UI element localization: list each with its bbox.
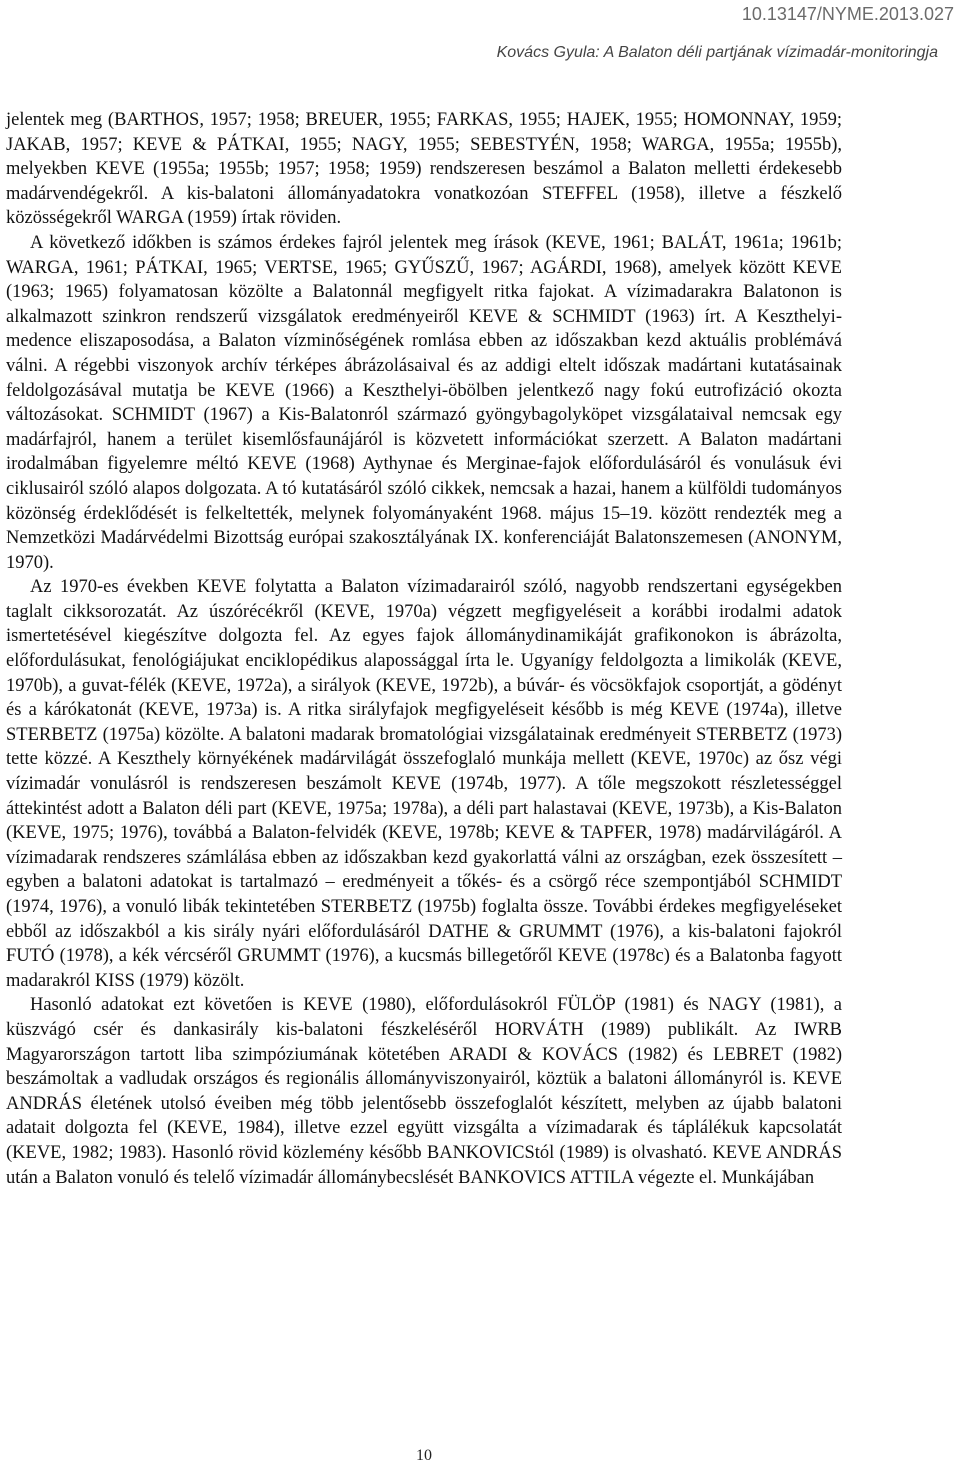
paragraph: jelentek meg (BARTHOS, 1957; 1958; BREUER, 1955; FARKAS, 1955; HAJEK, 1955; HOMONNAY, 1959; JAKAB, 1957; KEVE & PÁTKAI, 1955; NAGY, 1955; SEBESTYÉN, 1958; WARGA, 1955a; 1955b), melyekben KEVE (1955a; 1955b; 1957; 1958; 1959) rendszeresen beszámol a Balaton melletti érdekesebb madárvendégekről. A kis-balatoni állományadatokra vonatkozóan STEFFEL (1958), illetve a fészkelő közösségekről WARGA (1959) írtak röviden. — [6, 110, 842, 229]
body-text — [6, 108, 842, 1190]
running-title: Kovács Gyula: A Balaton déli partjának vízimadár-monitoringja — [496, 44, 938, 61]
paragraph: Hasonló adatokat ezt követően is KEVE (1980), előfordulásokról FÜLÖP (1981) és NAGY (1981), a küszvágó csér és dankasirály kis-balatoni fészkeléséről HORVÁTH (1989) publikált. Az IWRB Magyarországon tartott liba szimpóziumának kötetében ARADI & KOVÁCS (1982) és LEBRET (1982) beszámoltak a vadludak országos és regionális állományviszonyairól, köztük a balatoni állományról is. KEVE ANDRÁS életének utolsó éveiben még több jelentősebb összefoglalót készített, melyben az újabb balatoni adatait dolgozta fel (KEVE, 1984), illetve ezzel együtt vizsgálta a vízimadarak és táplálékuk kapcsolatát (KEVE, 1982; 1983). Hasonló rövid közlemény később BANKOVICStól (1989) is olvasható. KEVE ANDRÁS után a Balaton vonuló és telelő vízimadár állománybecslését BANKOVICS ATTILA végezte el. Munkájában — [6, 995, 842, 1188]
paragraph: A következő időkben is számos érdekes fajról jelentek meg írások (KEVE, 1961; BALÁT, 1961a; 1961b; WARGA, 1961; PÁTKAI, 1965; VERTSE, 1965; GYŰSZŰ, 1967; AGÁRDI, 1968), amelyek között KEVE (1963; 1965) folyamatosan közölte a Balatonnál megfigyelt ritka fajokat. A vízimadarakra Balatonon is alkalmazott szinkron rendszerű vizsgálatok eredményeiről KEVE & SCHMIDT (1963) írt. A Keszthelyi-medence eliszaposodása, a Balaton vízminőségének romlása ebben az időszakban kezd aktuális problémává válni. A régebbi viszonyok archív térképes ábrázolásaival és az addigi eltelt időszak madártani kutatásainak feldolgozásával mutatja be KEVE (1966) a Keszthelyi-öbölben jelentkező nagy fokú eutrofizáció okozta változásokat. SCHMIDT (1967) a Kis-Balatonról származó gyöngybagolyköpet vizsgálataival nemcsak egy madárfajról, hanem a terület kisemlősfaunájáról is közvetett információkat szerzett. A Balaton madártani irodalmában figyelemre méltó KEVE (1968) Aythynae és Merginae-fajok előfordulásáról és vonulásuk évi ciklusairól szóló alapos dolgozata. A tó kutatásáról szóló cikkek, nemcsak a hazai, hanem a külföldi tudományos közönség érdeklődését is felkeltették, melynek folyományaként 1968. május 15–19. között rendezték meg a Nemzetközi Madárvédelmi Bizottság európai szakosztályának IX. konferenciáját Balatonszemesen (ANONYM, 1970). — [6, 232, 842, 573]
doi-label: 10.13147/NYME.2013.027 — [741, 4, 954, 24]
page-number: 10 — [416, 1447, 432, 1464]
paragraph: Az 1970-es években KEVE folytatta a Balaton vízimadarairól szóló, nagyobb rendszertani egységekben taglalt cikksorozatát. Az úszórécékről (KEVE, 1970a) végzett megfigyeléseit a korábbi irodalmi adatok ismertetésével kiegészítve dolgozta fel. Az egyes fajok állománydinamikáját grafikonokon is ábrázolta, előfordulásukat, fenológiájukat enciklopédikus alapossággal írta le. Ugyanígy feldolgozta a limikolák (KEVE, 1970b), a guvat-félék (KEVE, 1972a), a sirályok (KEVE, 1972b), a búvár- és vöcsökfajok csoportját, a gödényt és a kárókatonát (KEVE, 1973a) is. A ritka sirályfajok megfigyeléseit később is még KEVE (1974a), illetve STERBETZ (1975a) közölte. A balatoni madarak bromatológiai vizsgálatainak eredményeit STERBETZ (1973) tette közzé. A Keszthely környékének madárvilágát összefoglaló munkája mellett (KEVE, 1970c) az ősz végi vízimadár vonulásról is rendszeresen beszámolt KEVE (1974b, 1977). A tőle megszokott részletességgel áttekintést adott a Balaton déli part (KEVE, 1975a; 1978a), a déli part halastavai (KEVE, 1973b), a Kis-Balaton (KEVE, 1975; 1976), továbbá a Balaton-felvidék (KEVE, 1978b; KEVE & TAPFER, 1978) madárvilágáról. A vízimadarak rendszeres számlálása ebben az időszakban kezd gyakorlattá válni az országban, ezek összesített – egyben a balatoni adatokat is tartalmazó – eredményeit a tőkés- és a csörgő réce szempontjából SCHMIDT (1974, 1976), a vonuló libák tekintetében STERBETZ (1975b) foglalta össze. További érdekes megfigyeléseket ebből az időszakból a kis sirály nyári előfordulásáról DATHE & GRUMMT (1976), a kis-balatoni fajokról FUTÓ (1978), a kék vércséről GRUMMT (1976), a kucsmás billegetőről KEVE (1978c) és a Balatonba fagyott madarakról KISS (1979) közölt. — [6, 577, 842, 991]
